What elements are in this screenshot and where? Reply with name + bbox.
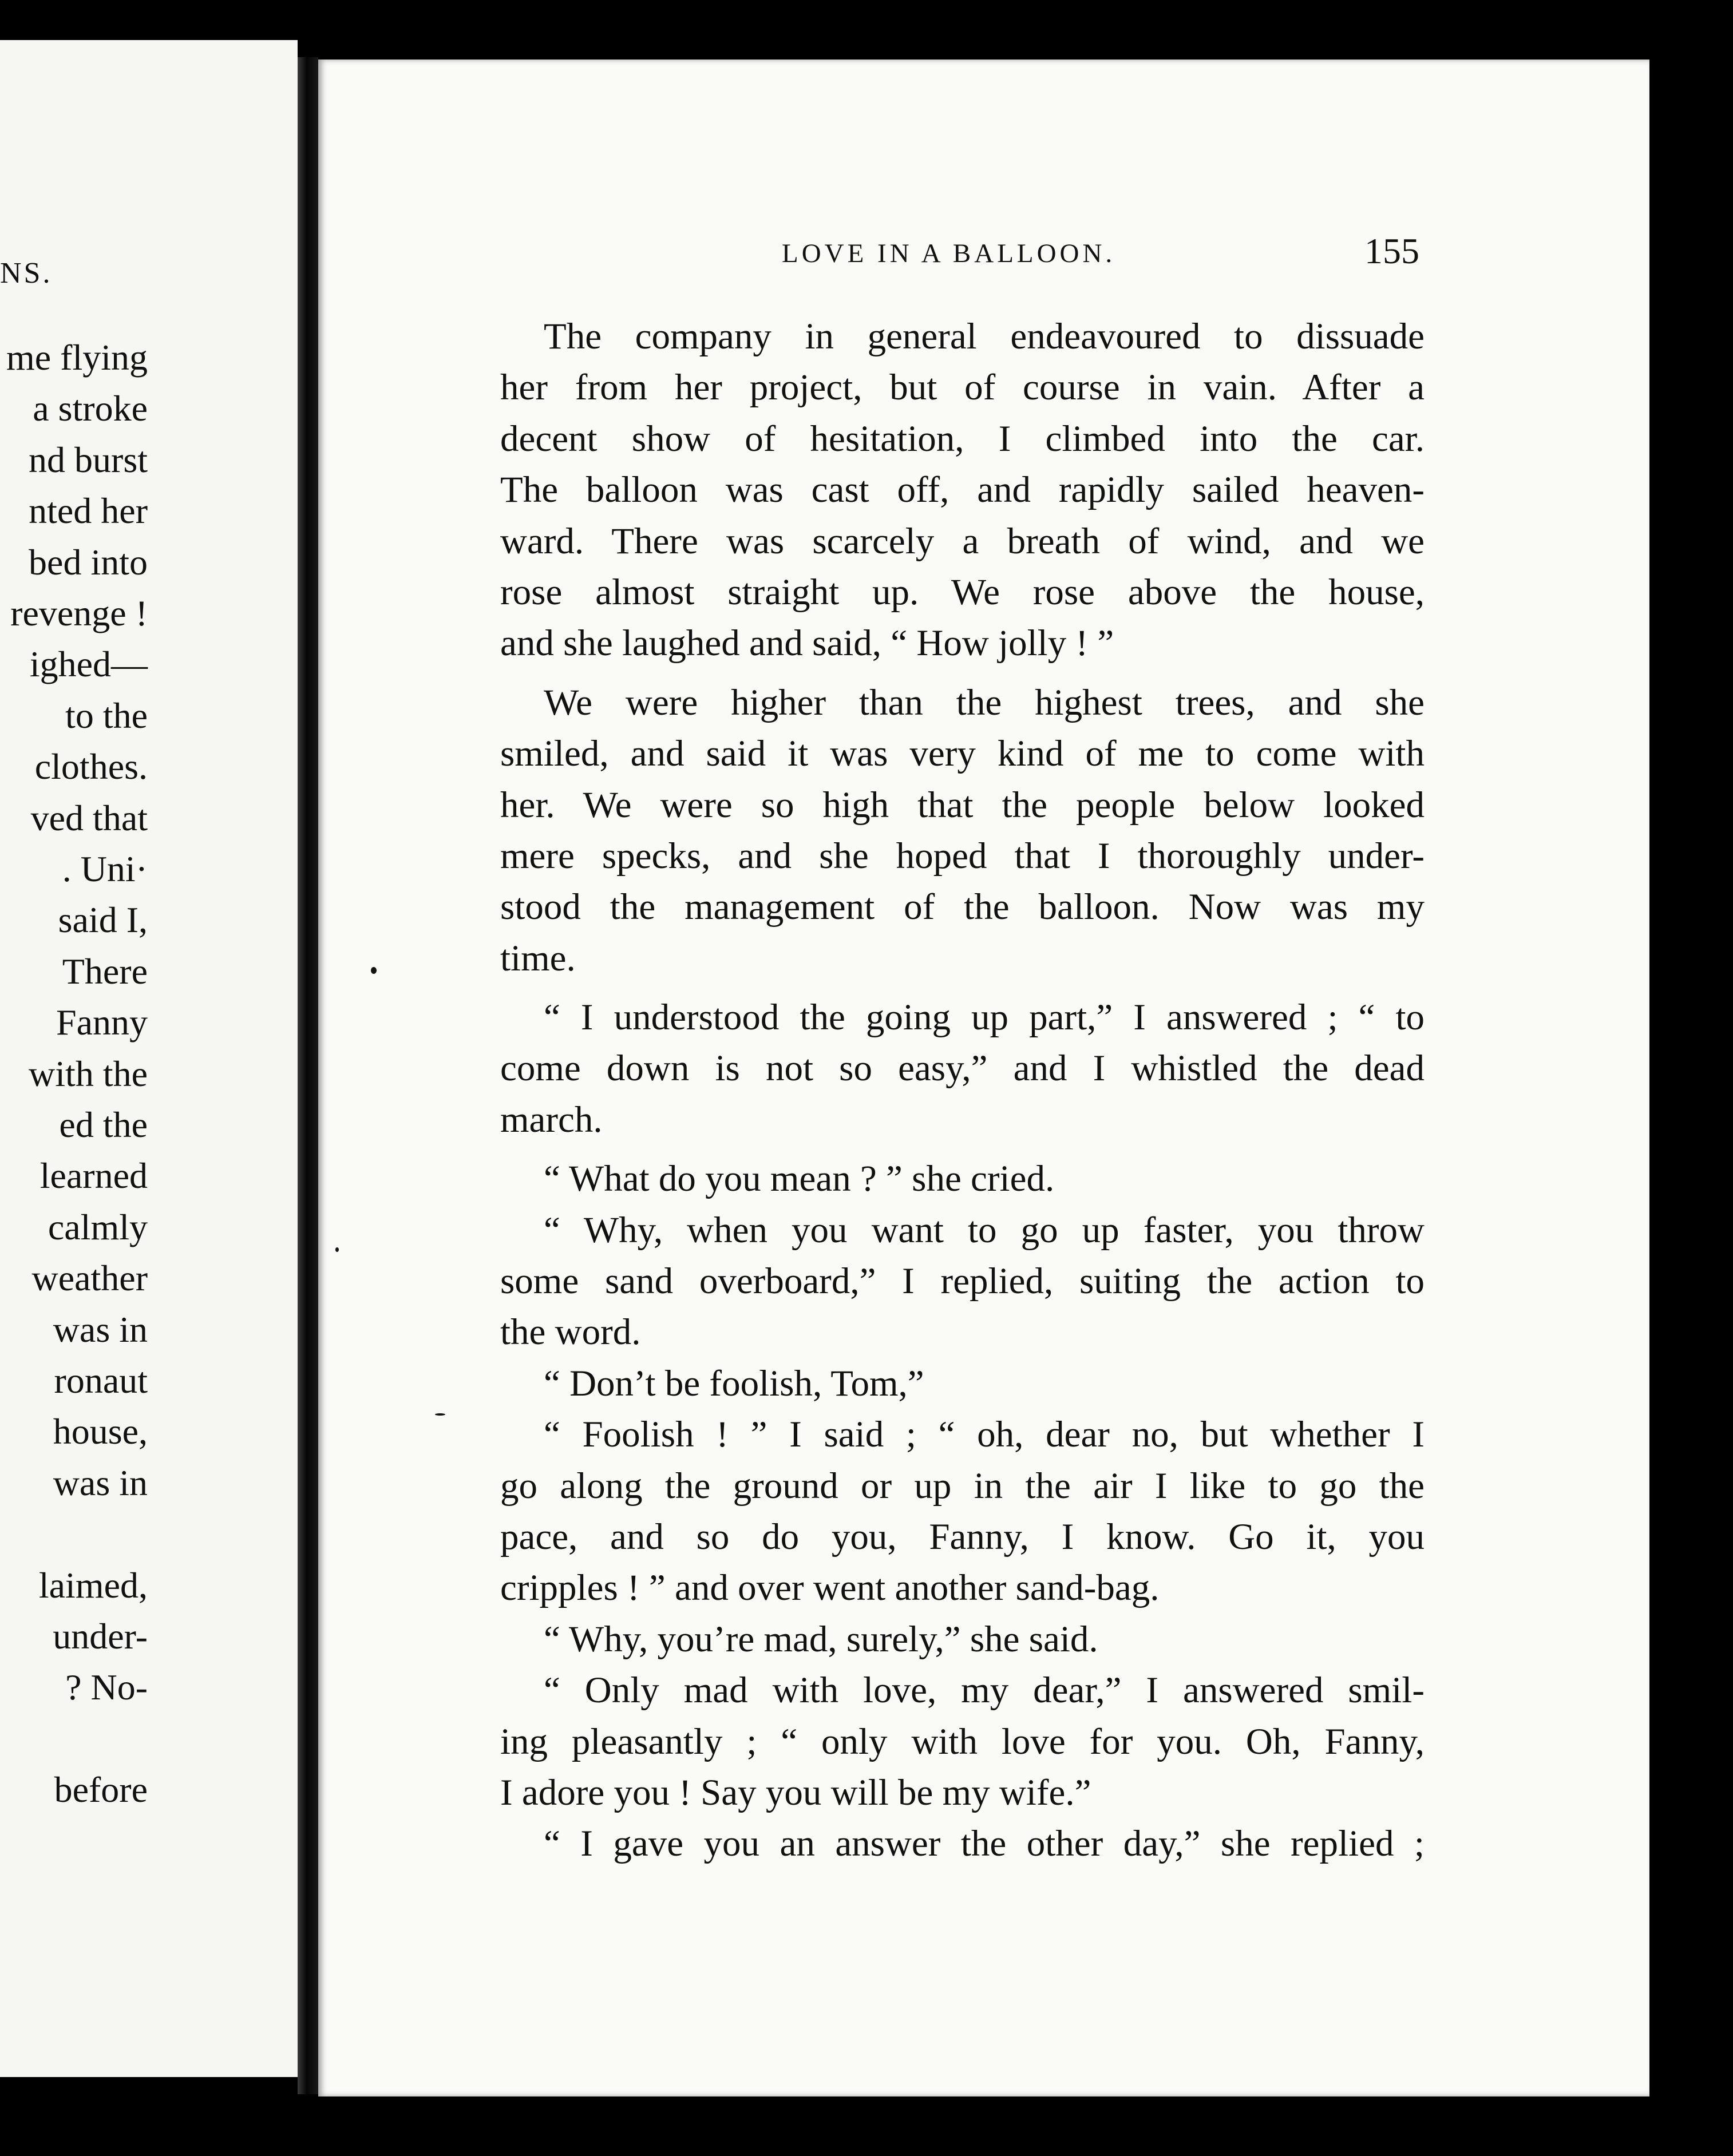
paragraph-gap [500, 669, 1425, 677]
body-line: “ I understood the going up part,” I answered ; “ to [544, 997, 1425, 1039]
paragraph-gap [500, 984, 1425, 992]
body-line: pace, and so do you, Fanny, I know. Go it, you [500, 1516, 1425, 1557]
left-page-line: nd burst [29, 439, 148, 480]
body-line: “ Don’t be foolish, Tom,” [544, 1362, 924, 1404]
left-page-line: nted her [29, 490, 148, 532]
body-line: cripples ! ” and over went another sand-bag. [500, 1567, 1160, 1609]
left-page-line: ronaut [54, 1360, 148, 1401]
left-page-line: . Uni· [62, 849, 148, 889]
body-line: the word. [500, 1311, 641, 1353]
scan-speck [335, 1247, 339, 1252]
body-line: decent show of hesitation, I climbed into the car. [500, 418, 1425, 459]
left-page-line: me flying [6, 337, 148, 378]
page-number: 155 [1364, 231, 1419, 271]
body-line: and she laughed and said, “ How jolly ! ” [500, 623, 1114, 664]
body-text [500, 311, 1425, 1870]
scan-speck [371, 967, 377, 974]
body-line: some sand overboard,” I replied, suiting the action to [500, 1261, 1425, 1302]
left-page-line: with the [29, 1053, 148, 1094]
body-line: “ Foolish ! ” I said ; “ oh, dear no, but whether I [544, 1414, 1425, 1456]
left-page-text [0, 40, 298, 2077]
left-page-line: revenge ! [10, 593, 148, 633]
left-page-line: was in [53, 1309, 148, 1350]
body-line: stood the management of the balloon. Now was my [500, 886, 1425, 928]
left-page-line: to the [65, 695, 148, 736]
body-line: rose almost straight up. We rose above the house, [500, 571, 1425, 613]
scan-speck [435, 1413, 445, 1416]
body-line: “ What do you mean ? ” she cried. [544, 1158, 1055, 1200]
left-page-line: ed the [59, 1104, 148, 1145]
left-page-line: house, [53, 1411, 148, 1452]
body-line: “ I gave you an answer the other day,” she replied ; [544, 1823, 1425, 1865]
left-page-line: ved that [30, 797, 148, 838]
left-page-line: learned [39, 1155, 148, 1196]
left-page-line: said I, [58, 899, 148, 941]
body-line: The company in general endeavoured to dissuade [544, 316, 1425, 357]
body-line: march. [500, 1099, 603, 1140]
left-page-line: weather [31, 1258, 148, 1299]
left-page-line: before [54, 1769, 148, 1810]
running-head [318, 231, 1649, 284]
body-line: go along the ground or up in the air I like to go the [500, 1465, 1425, 1507]
left-page-line: ? No- [65, 1667, 148, 1708]
body-line: time. [500, 937, 576, 979]
body-line: “ Why, when you want to go up faster, you throw [544, 1209, 1425, 1251]
left-page-line: ighed— [29, 644, 148, 685]
left-facing-page [0, 40, 298, 2077]
body-line: “ Only mad with love, my dear,” I answered smil- [544, 1670, 1425, 1711]
body-line: smiled, and said it was very kind of me to come with [500, 733, 1425, 775]
body-line: We were higher than the highest trees, and she [544, 681, 1425, 723]
body-line: The balloon was cast off, and rapidly sailed heaven- [500, 469, 1425, 511]
body-line: come down is not so easy,” and I whistled the dead [500, 1048, 1425, 1089]
body-line: I adore you ! Say you will be my wife.” [500, 1771, 1091, 1813]
left-page-line: clothes. [34, 746, 148, 787]
paragraph-gap [500, 1146, 1425, 1154]
left-page-line: a stroke [33, 388, 148, 429]
left-page-line: Fanny [56, 1002, 148, 1043]
running-title: LOVE IN A BALLOON. [782, 239, 1116, 268]
scan-border-top [0, 0, 1733, 40]
left-page-line: calmly [48, 1206, 148, 1247]
left-page-line: bed into [29, 541, 148, 582]
body-line: ward. There was scarcely a breath of wind, and we [500, 520, 1425, 562]
left-running-head: NS. [0, 257, 53, 290]
left-page-line: was in [53, 1462, 148, 1503]
body-line: mere specks, and she hoped that I thoroughly under- [500, 835, 1425, 877]
book-gutter [298, 57, 318, 2094]
right-page [318, 60, 1649, 2096]
body-line: her from her project, but of course in vain. After a [500, 367, 1425, 409]
body-line: ing pleasantly ; “ only with love for you. Oh, Fanny, [500, 1721, 1425, 1762]
left-page-line: under- [53, 1616, 148, 1656]
body-line: “ Why, you’re mad, surely,” she said. [544, 1618, 1098, 1660]
left-page-line: laimed, [38, 1564, 148, 1606]
left-page-line: There [62, 950, 148, 992]
body-line: her. We were so high that the people below looked [500, 784, 1425, 826]
